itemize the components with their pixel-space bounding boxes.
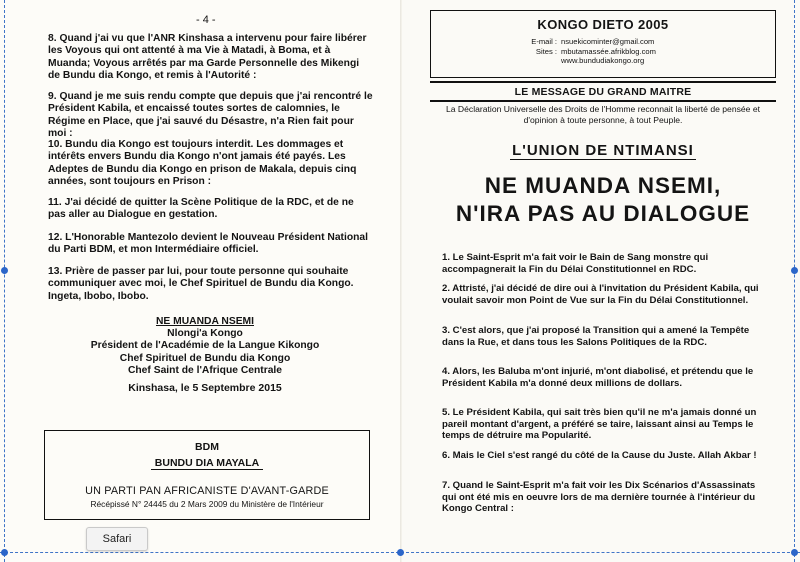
party-name: BUNDU DIA MAYALA [151,457,263,470]
signature-title-1: Nlongi'a Kongo [167,328,243,340]
selection-border-left [4,0,5,562]
safari-button[interactable]: Safari [86,527,148,551]
signature-block [55,316,355,377]
point-5: 5. Le Président Kabila, qui sait très bien qu'il ne m'a jamais donné un pareil montant d'argent, a préféré se taire, laissant ainsi au Temps le temps de détruire ma Popularité. [442,407,757,442]
signature-title-2: Président de l'Académie de la Langue Kikongo [90,340,320,352]
party-slogan: UN PARTI PAN AFRICANISTE D'AVANT-GARDE [85,485,329,497]
signature-name: NE MUANDA NSEMI [155,316,254,327]
union-title [430,142,776,159]
point-7: 7. Quand le Saint-Esprit m'a fait voir les Dix Scénarios d'Assassinats qui ont été mis en oeuvre lors de ma dernière tournée à l'intérieur du Kongo Central : [442,480,756,515]
resize-handle-bottom-left[interactable] [1,549,8,556]
party-acronym: BDM [195,441,219,453]
point-6: 6. Mais le Ciel s'est rangé du côté de la Cause du Juste. Allah Akbar ! [442,450,757,461]
resize-handle-left[interactable] [1,267,8,274]
union-title-text: L'UNION DE NTIMANSI [512,142,694,159]
publication-title: KONGO DIETO 2005 [537,17,669,32]
point-3: 3. C'est alors, que j'ai proposé la Transition qui a amené la Tempête dans la Rue, et dans tous les Salons Politiques de la RDC. [442,325,750,348]
email-value: nsuekicominter@gmail.com [561,37,655,46]
declaration-text: La Déclaration Universelle des Droits de l'Homme reconnait la liberté de pensée et d'opinion à toute personne, à tout Peuple. [445,104,761,125]
divider-bottom [430,100,776,102]
party-box [44,430,370,520]
signature-title-4: Chef Saint de l'Afrique Centrale [127,364,283,376]
message-title: LE MESSAGE DU GRAND MAITRE [514,86,692,98]
page-number: - 4 - [196,14,216,26]
point-4: 4. Alors, les Baluba m'ont injurié, m'ont diabolisé, et prétendu que le Président Kabila m'a donné deux millions de dollars. [442,366,754,389]
party-registration: Récépissé N° 24445 du 2 Mars 2009 du Ministère de l'Intérieur [90,499,324,509]
paragraph-13: 13. Prière de passer par lui, pour toute personne qui souhaite communiquer avec moi, le Chef Spirituel de Bundu dia Kongo. Ingeta, Ibobo, Ibobo. [48,266,354,302]
divider-top [430,81,776,83]
sites-label: Sites : [535,46,557,56]
email-label: E-mail : [531,37,557,46]
resize-handle-right[interactable] [791,267,798,274]
paragraph-9: 9. Quand je me suis rendu compte que depuis que j'ai rencontré le Président Kabila, et encaissé toutes sortes de calomnies, le Régime en Place, que j'ai sauvé du Désastre, n'a Rien fait pour moi : [48,91,373,140]
signature-title-3: Chef Spirituel de Bundu dia Kongo [119,352,291,364]
contact-info [507,37,656,66]
site-1: mbutamassée.afrikblog.com [561,46,656,56]
point-2: 2. Attristé, j'ai décidé de dire oui à l'invitation du Président Kabila, qui voulait savoir mon Point de Vue sur la Fin du Délai Constitutionnel. [442,283,759,306]
point-1: 1. Le Saint-Esprit m'a fait voir le Bain de Sang monstre qui accompagnerait la Fin du Délai Constitutionnel en RDC. [442,252,709,275]
header-box [430,10,776,78]
paragraph-8: 8. Quand j'ai vu que l'ANR Kinshasa a intervenu pour faire libérer les Voyous qui ont attenté à ma Vie à Matadi, à Boma, et à Muanda; Voyous arrêtés par ma Garde Personnelle des Mikengi de Bundu dia Kongo, et remis à l'Autorité : [48,33,367,82]
paragraph-10: 10. Bundu dia Kongo est toujours interdit. Les dommages et intérêts envers Bundu dia Kongo n'ont jamais été payés. Les Adeptes de Bundu dia Kongo en prison de Makala, depuis cinq années, sont toujours en Prison : [48,139,357,188]
headline-line-1: NE MUANDA NSEMI, [484,173,722,198]
paragraph-12: 12. L'Honorable Mantezolo devient le Nouveau Président National du Parti BDM, et mon Intermédiaire officiel. [48,232,368,256]
resize-handle-bottom[interactable] [397,549,404,556]
site-2: www.bundudiakongo.org [561,56,645,65]
headline-line-2: N'IRA PAS AU DIALOGUE [455,201,751,226]
selection-border-right [794,0,795,562]
headline [430,172,776,228]
date-line: Kinshasa, le 5 Septembre 2015 [128,382,282,394]
paragraph-11: 11. J'ai décidé de quitter la Scène Politique de la RDC, et de ne pas aller au Dialogue en gestation. [48,197,354,221]
resize-handle-bottom-right[interactable] [791,549,798,556]
right-page [402,0,800,562]
